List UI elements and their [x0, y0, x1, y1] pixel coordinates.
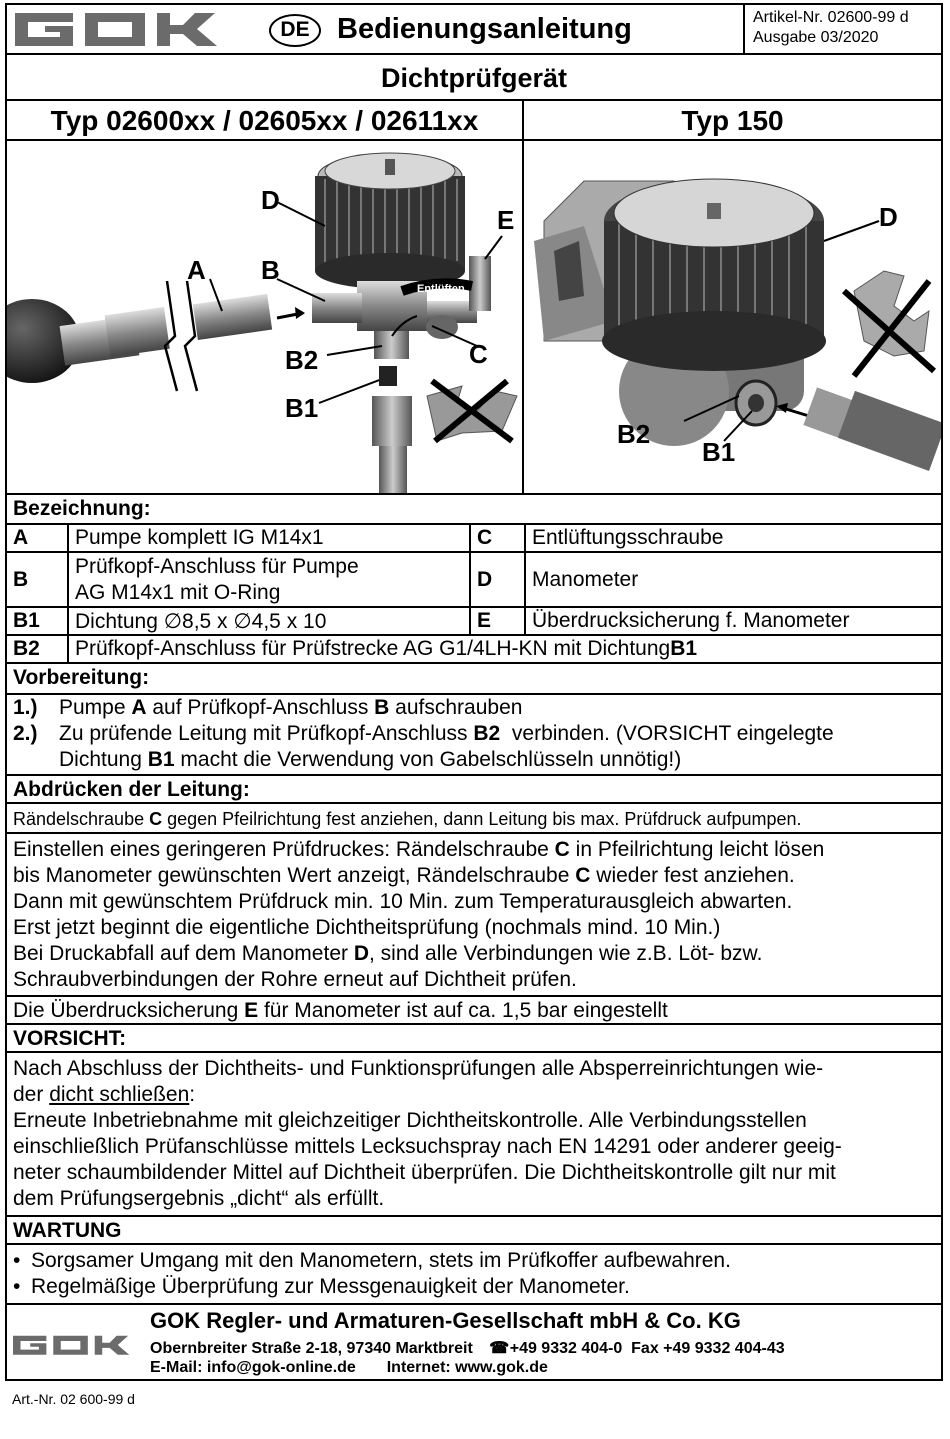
type-left: Typ 02600xx / 02605xx / 02611xx — [7, 101, 524, 139]
pressing-l1-c: gegen Pfeilrichtung fest anziehen, dann Leitung bis max. Prüfdruck aufpumpen. — [162, 809, 802, 829]
designation-row — [7, 553, 941, 608]
entlueften-label: Entlüften — [417, 283, 465, 295]
maintenance-item-2: Regelmäßige Überprüfung zur Messgenauigkeit der Manometer. — [31, 1275, 630, 1298]
bullet-icon: • — [13, 1249, 21, 1272]
maintenance-list — [7, 1245, 941, 1305]
caution-l4: einschließlich Prüfanschlüsse mittels Lecksuchspray nach EN 14291 oder anderer geeig- — [13, 1135, 842, 1158]
label-e: E — [497, 205, 515, 235]
prep-1-text-a: Pumpe — [59, 696, 132, 719]
figure-left — [7, 141, 524, 493]
address-text: Obernbreiter Straße 2-18, 97340 Marktbreit — [150, 1340, 473, 1357]
pressing-p2-l5c: , sind alle Verbindungen wie z.B. Löt- bzw. — [369, 942, 763, 965]
value-b2-bold: B1 — [670, 637, 698, 660]
value-b — [67, 553, 469, 606]
label-b1: B1 — [285, 393, 319, 423]
prep-item-2-number: 2.) — [13, 722, 38, 745]
figure-row — [7, 141, 941, 495]
pressing-p2-l5a: Bei Druckabfall auf dem Manometer — [13, 942, 354, 965]
prep-1-bold-a: A — [131, 696, 147, 719]
pressing-p2-l6: Schraubverbindungen der Rohre erneut auf Dichtheit prüfen. — [13, 968, 577, 991]
value-b1: Dichtung ∅8,5 x ∅4,5 x 10 — [67, 608, 469, 634]
value-b-line2: AG M14x1 mit O-Ring — [75, 580, 281, 604]
pressing-p2-l2a: bis Manometer gewünschten Wert anzeigt, Rändelschraube — [13, 864, 576, 887]
label-b2: B2 — [285, 345, 319, 375]
prep-1-text-b: auf Prüfkopf-Anschluss — [146, 696, 375, 719]
pressing-paragraph — [7, 834, 941, 997]
key-d: D — [469, 553, 524, 606]
language-badge: DE — [269, 14, 321, 47]
prep-2-text-b: verbinden. (VORSICHT eingelegte — [500, 722, 834, 745]
product-title: Dichtprüfgerät — [7, 55, 941, 101]
website-link[interactable]: Internet: www.gok.de — [386, 1359, 548, 1376]
footer — [7, 1306, 941, 1381]
pressing-p2-l1a: Einstellen eines geringeren Prüfdruckes: Rändelschraube — [13, 838, 555, 861]
designation-row — [7, 525, 941, 553]
caution-l5: neter schaumbildender Mittel auf Dichtheit überprüfen. Die Dichtheitskontrolle gilt nur mit — [13, 1161, 836, 1184]
maintenance-item — [13, 1274, 933, 1300]
prep-item-1 — [13, 695, 933, 721]
gok-logo — [15, 10, 220, 48]
value-a: Pumpe komplett IG M14x1 — [67, 525, 469, 551]
type-row — [7, 101, 941, 141]
email-link[interactable]: E-Mail: info@gok-online.de — [150, 1359, 356, 1376]
pressing-p2-l3: Dann mit gewünschtem Prüfdruck min. 10 Min. zum Temperaturausgleich abwarten. — [13, 890, 793, 913]
article-box — [743, 5, 941, 53]
company-name: GOK Regler- und Armaturen-Gesellschaft mbH & Co. KG — [150, 1308, 741, 1333]
bottom-article-number: Art.-Nr. 02 600-99 d — [12, 1391, 135, 1407]
key-b2: B2 — [13, 637, 40, 660]
key-b: B — [13, 567, 29, 591]
caution-l2b: dicht schließen — [49, 1083, 190, 1106]
pressing-l1-a: Rändelschraube — [13, 809, 150, 829]
designation-row — [7, 608, 941, 636]
pressing-p3-a: Die Überdrucksicherung — [13, 999, 245, 1022]
header — [7, 5, 941, 55]
preparation-section — [7, 664, 941, 776]
value-c: Entlüftungsschraube — [524, 525, 941, 551]
pressing-p3-b: E — [244, 999, 259, 1022]
prep-item-2 — [13, 721, 933, 773]
caution-l1: Nach Abschluss der Dichtheits- und Funktionsprüfungen alle Absperreinrichtungen wie- — [13, 1057, 824, 1080]
pressing-p2-l2c: wieder fest anziehen. — [590, 864, 795, 887]
label-b: B — [261, 255, 280, 285]
phone-number: +49 9332 404-0 — [509, 1340, 623, 1357]
designation-heading: Bezeichnung: — [7, 495, 941, 525]
prep-2-text-a: Zu prüfende Leitung mit Prüfkopf-Anschluss — [59, 722, 474, 745]
caution-l2c: : — [189, 1083, 196, 1106]
caution-paragraph — [7, 1053, 941, 1217]
pressing-p3-c: für Manometer ist auf ca. 1,5 bar eingestellt — [258, 999, 668, 1022]
caution-l6: dem Prüfungsergebnis „dicht“ als erfüllt. — [13, 1187, 385, 1210]
prep-1-bold-b: B — [374, 696, 390, 719]
maintenance-item-1: Sorgsamer Umgang mit den Manometern, stets im Prüfkoffer aufbewahren. — [31, 1249, 731, 1272]
edition-date: Ausgabe 03/2020 — [753, 29, 879, 46]
article-number: Artikel-Nr. 02600-99 d — [753, 9, 909, 26]
key-b1: B1 — [13, 609, 40, 632]
designation-row — [7, 636, 941, 664]
pressing-p2-l5b: D — [353, 942, 369, 965]
fax-number: Fax +49 9332 404-43 — [631, 1340, 785, 1357]
label-c: C — [469, 339, 488, 369]
value-b-line1: Prüfkopf-Anschluss für Pumpe — [75, 554, 359, 578]
pressing-heading: Abdrücken der Leitung: — [7, 776, 941, 804]
document-title: Bedienungsanleitung — [337, 13, 632, 45]
company-address — [150, 1338, 785, 1358]
key-e: E — [469, 608, 524, 634]
pressing-p2-l4: Erst jetzt beginnt die eigentliche Dichtheitsprüfung (nochmals mind. 10 Min.) — [13, 916, 721, 939]
typ150-illustration — [524, 141, 941, 493]
maintenance-item — [13, 1248, 933, 1274]
label-b1-right: B1 — [702, 437, 736, 467]
prep-2-bold-b: B1 — [147, 748, 175, 771]
label-b2-right: B2 — [617, 419, 651, 449]
key-c: C — [469, 525, 524, 551]
prep-item-1-number: 1.) — [13, 696, 38, 719]
value-b2-text: Prüfkopf-Anschluss für Prüfstrecke AG G1/4LH-KN mit Dichtung — [75, 637, 671, 660]
pressing-p2-l1b: C — [554, 838, 570, 861]
caution-l2a: der — [13, 1083, 50, 1106]
preparation-heading: Vorbereitung: — [13, 666, 150, 689]
company-contact — [150, 1359, 548, 1377]
caution-heading: VORSICHT: — [7, 1025, 941, 1053]
prep-2-text-c: Dichtung — [59, 748, 148, 771]
key-a: A — [13, 526, 29, 549]
pressing-l1-b: C — [149, 809, 163, 829]
label-a: A — [187, 255, 206, 285]
type-right: Typ 150 — [681, 105, 784, 136]
tester-illustration — [7, 141, 524, 493]
telephone-icon: ☎ — [489, 1340, 510, 1357]
prep-2-text-d: macht die Verwendung von Gabelschlüsseln unnötig!) — [174, 748, 682, 771]
caution-l3: Erneute Inbetriebnahme mit gleichzeitiger Dichtheitskontrolle. Alle Verbindungsstellen — [13, 1109, 807, 1132]
label-d: D — [261, 185, 280, 215]
gok-logo-footer — [13, 1334, 131, 1356]
bullet-icon: • — [13, 1275, 21, 1298]
pressing-line1 — [7, 804, 941, 834]
maintenance-heading: WARTUNG — [7, 1217, 941, 1245]
pressing-p2-l2b: C — [575, 864, 591, 887]
label-d-right: D — [879, 202, 898, 232]
value-b2 — [67, 636, 941, 662]
value-e: Überdrucksicherung f. Manometer — [524, 608, 941, 634]
figure-right — [524, 141, 941, 493]
prep-2-bold-a: B2 — [473, 722, 501, 745]
manual-page — [5, 3, 943, 1381]
pressing-p2-l1c: in Pfeilrichtung leicht lösen — [569, 838, 825, 861]
prep-1-text-c: aufschrauben — [389, 696, 523, 719]
pressing-relief-note — [7, 997, 941, 1025]
value-d: Manometer — [524, 553, 941, 606]
